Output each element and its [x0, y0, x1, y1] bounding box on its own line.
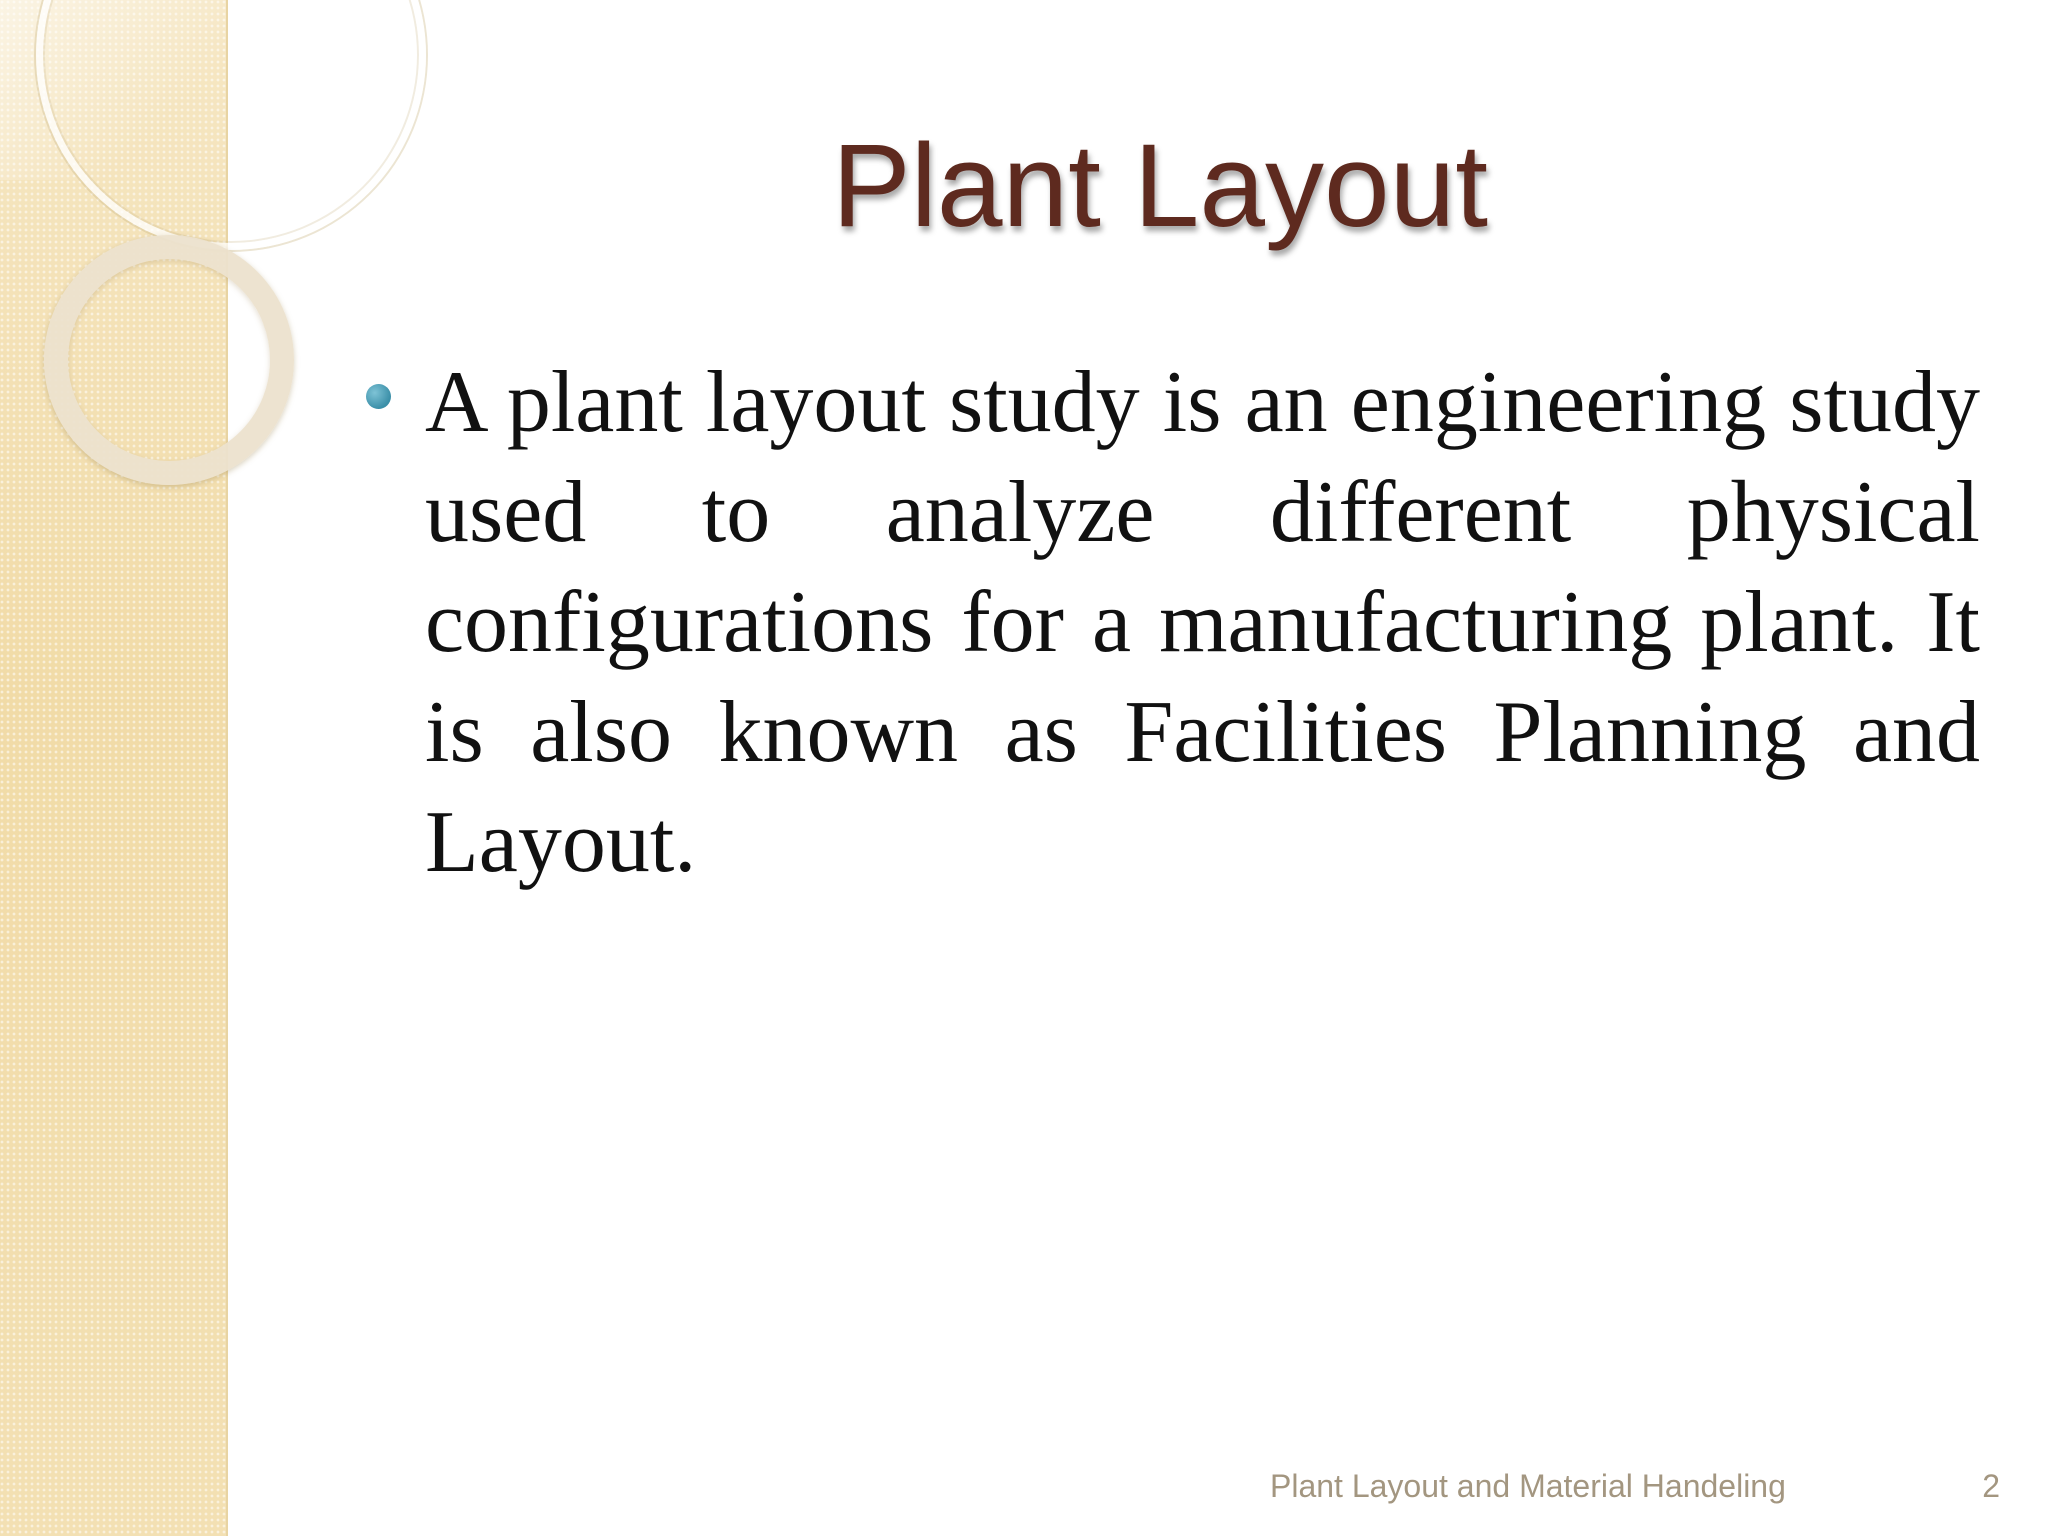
bullet-list: [360, 348, 1980, 898]
decorative-ring-large: [36, 0, 426, 250]
decorative-ring-small: [44, 235, 294, 485]
bullet-text: A plant layout study is an engineering study used to analyze different physical configurations for a manufacturing plant. It is also known as Facilities Planning and Layout.: [425, 354, 1980, 891]
slide-title: Plant Layout: [831, 120, 1489, 252]
footer-text: Plant Layout and Material Handeling: [1270, 1468, 1786, 1504]
page-number: 2: [1982, 1468, 2000, 1504]
bullet-item: [360, 348, 1980, 898]
bullet-dot-icon: [366, 384, 391, 409]
decorative-side-panel: [0, 0, 228, 1536]
